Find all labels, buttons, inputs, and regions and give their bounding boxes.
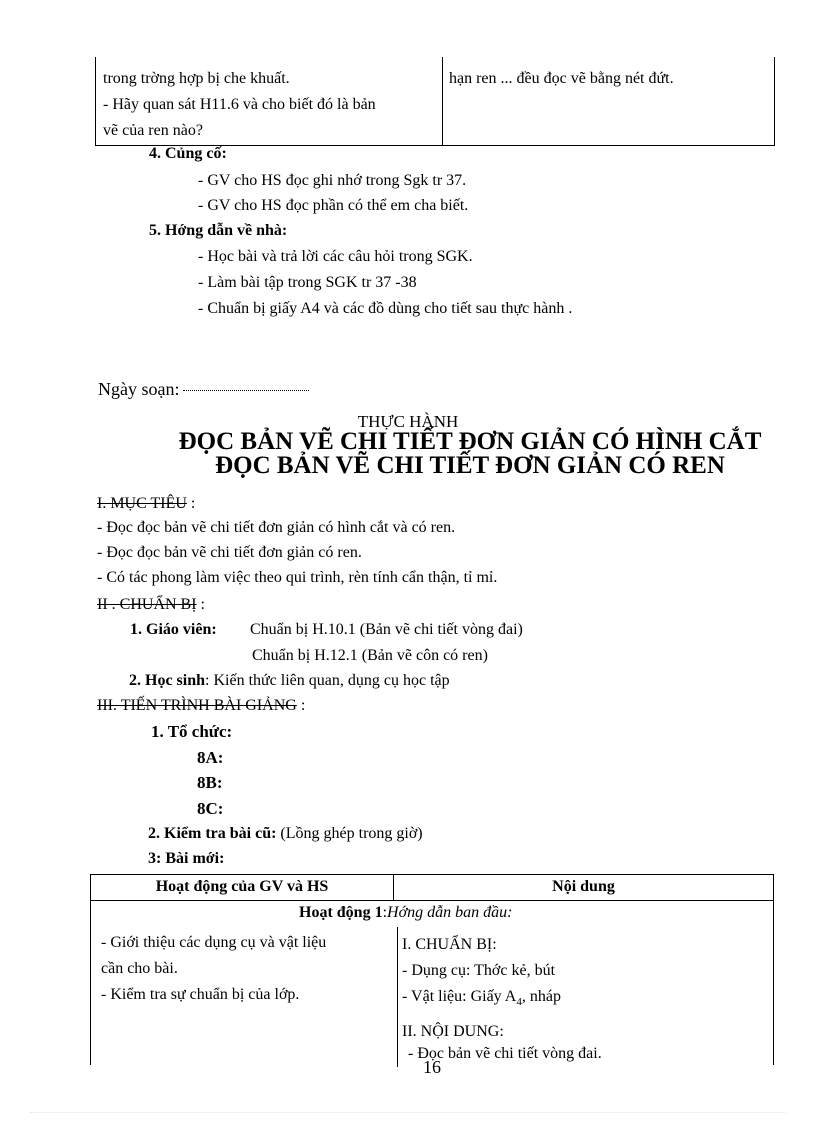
muc-tieu-heading xyxy=(97,495,195,513)
list-item: - Có tác phong làm việc theo qui trình, rèn tính cẩn thận, tỉ mỉ. xyxy=(97,569,498,586)
huong-dan-heading: 5. Hớng dẫn về nhà: xyxy=(149,222,288,239)
ngay-soan-dots xyxy=(183,390,309,391)
table-line: hạn ren ... đều đọc vẽ bằng nét đứt. xyxy=(449,70,674,87)
material-text: - Vật liệu: Giấy A xyxy=(402,988,517,1005)
bai-moi: 3: Bài mới: xyxy=(148,850,225,867)
kiem-tra-line xyxy=(148,825,423,843)
list-item: - Chuẩn bị giấy A4 và các đồ dùng cho tiết sau thực hành . xyxy=(198,300,573,317)
top-table-right-cell xyxy=(449,66,674,92)
top-table xyxy=(95,57,775,146)
activity-row xyxy=(299,904,512,922)
table-line: - Kiểm tra sự chuẩn bị của lớp. xyxy=(101,986,300,1003)
table-divider xyxy=(442,57,443,145)
class-8a: 8A: xyxy=(197,748,224,767)
to-chuc: 1. Tổ chức: xyxy=(151,722,233,741)
list-item: - Làm bài tập trong SGK tr 37 -38 xyxy=(198,274,417,291)
class-8c: 8C: xyxy=(197,799,224,818)
kiem-tra-label: 2. Kiểm tra bài cũ: xyxy=(148,825,277,842)
giao-vien-line xyxy=(130,621,217,639)
activity-label: Hoạt động 1 xyxy=(299,904,383,921)
ngay-soan xyxy=(98,379,309,400)
class-8b: 8B: xyxy=(197,773,223,792)
section-heading-text: I. MỤC TIÊU xyxy=(97,495,187,512)
bottom-table xyxy=(90,874,774,1065)
section-heading-text: III. TIẾN TRÌNH BÀI GIẢNG xyxy=(97,697,297,714)
title-line-1: ĐỌC BẢN VẼ CHI TIẾT ĐƠN GIẢN CÓ HÌNH CẮT xyxy=(178,428,762,455)
table-line: vẽ của ren nào? xyxy=(103,122,203,139)
header-left: Hoạt động của GV và HS xyxy=(155,878,329,895)
section-label: I. CHUẨN BỊ: xyxy=(402,936,497,953)
gv-line-1: Chuẩn bị H.10.1 (Bản vẽ chi tiết vòng đai) xyxy=(250,621,523,638)
tien-trinh-heading xyxy=(97,697,305,715)
kiem-tra-text: (Lồng ghép trong giờ) xyxy=(280,825,423,842)
list-item: - Đọc đọc bản vẽ chi tiết đơn giản có hình cắt và có ren. xyxy=(97,519,456,536)
hoc-sinh-text: : Kiến thức liên quan, dụng cụ học tập xyxy=(205,672,450,689)
list-item: - Học bài và trả lời các câu hỏi trong SGK. xyxy=(198,248,473,265)
right-content xyxy=(402,932,602,1067)
hoc-sinh-label: 2. Học sinh xyxy=(129,672,206,689)
table-line: trong trờng hợp bị che khuất. xyxy=(103,70,290,87)
hoc-sinh-line xyxy=(129,672,450,690)
material-subscript: 4 xyxy=(516,996,522,1009)
table-line: - Hãy quan sát H11.6 và cho biết đó là bản xyxy=(103,96,376,113)
table-line: - Dụng cụ: Thớc kẻ, bút xyxy=(402,962,556,979)
cung-co-heading: 4. Củng cố: xyxy=(149,145,227,162)
chuan-bi-heading xyxy=(97,596,205,614)
page-number: 16 xyxy=(423,1057,441,1077)
table-line: cần cho bài. xyxy=(101,960,178,977)
list-item: - GV cho HS đọc phần có thể em cha biết. xyxy=(198,197,469,214)
gv-line-2: Chuẩn bị H.12.1 (Bản vẽ côn có ren) xyxy=(252,647,488,664)
giao-vien-label: 1. Giáo viên: xyxy=(130,621,217,638)
top-table-left-cell xyxy=(103,66,437,144)
material-suffix: , nháp xyxy=(521,988,561,1005)
section-label: II. NỘI DUNG: xyxy=(402,1023,504,1041)
list-item: - Đọc đọc bản vẽ chi tiết đơn giản có ren. xyxy=(97,544,362,561)
table-line: - Giới thiệu các dụng cụ và vật liệu xyxy=(101,934,327,951)
section-heading-text: II . CHUẨN BỊ xyxy=(97,596,197,613)
table-rule xyxy=(91,900,773,901)
table-divider xyxy=(397,927,398,1067)
heading-colon: : xyxy=(200,596,205,613)
title-small: THỰC HÀNH xyxy=(357,412,459,431)
activity-sep: : xyxy=(382,904,388,921)
table-line xyxy=(402,984,602,1015)
heading-colon: : xyxy=(300,697,306,714)
activity-desc: Hớng dẫn ban đầu: xyxy=(387,904,513,921)
ngay-soan-label: Ngày soạn: xyxy=(98,379,180,399)
list-item: - GV cho HS đọc ghi nhớ trong Sgk tr 37. xyxy=(198,172,467,189)
left-content xyxy=(101,930,326,1008)
footer-rule xyxy=(30,1112,786,1113)
heading-colon: : xyxy=(190,495,196,512)
title-line-2: ĐỌC BẢN VẼ CHI TIẾT ĐƠN GIẢN CÓ REN xyxy=(215,452,725,479)
table-line: - Đọc bản vẽ chi tiết vòng đai. xyxy=(408,1045,602,1063)
header-right: Nội dung xyxy=(552,878,615,895)
